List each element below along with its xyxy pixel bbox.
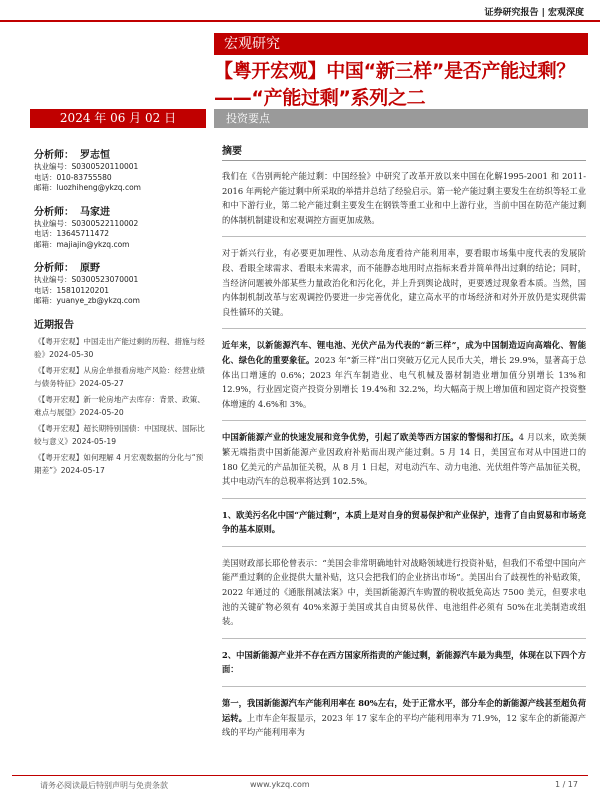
report-title: 【粤开宏观】中国“新三样”是否产能过剩？——“产能过剩”系列之二 — [214, 60, 575, 109]
recent-report-link[interactable]: 《【粤开宏观】从房企单报看房地产风险：经营业绩与债务特征》2024-05-27 — [34, 365, 205, 388]
analyst-card — [34, 146, 208, 194]
analyst-name: 马家进 — [80, 206, 110, 218]
analyst-email[interactable]: 邮箱：luozhiheng@ykzq.com — [34, 183, 141, 192]
paragraph-divider — [222, 546, 586, 547]
recent-reports-heading: 近期报告 — [34, 319, 74, 331]
key-point-bold: 第一，我国新能源汽车产能利用率在 80%左右，处于正常水平，部分车企的新能源产线甚至超负荷运转。 — [222, 698, 586, 723]
report-series-header: 证券研究报告 | 宏观深度 — [484, 8, 584, 18]
abstract-paragraph — [222, 508, 586, 537]
paragraph-divider — [222, 236, 586, 237]
recent-report-link[interactable]: 《【粤开宏观】中国走出产能过剩的历程、措施与经验》2024-05-30 — [34, 336, 205, 359]
paragraph-divider — [222, 420, 586, 421]
analyst-role: 分析师： — [34, 150, 74, 161]
recent-report-link[interactable]: 《【粤开宏观】如何理解 4 月宏观数据的分化与“预期差”》2024-05-17 — [34, 452, 204, 475]
analyst-email[interactable]: 邮箱：majiajin@ykzq.com — [34, 239, 130, 249]
abstract-paragraph: 对于新兴行业，有必要更加理性、从动态角度看待产能利用率，要看眼市场集中度代表的发展阶段、看眼全球需求、看眼未来需求，而不能静态地用时点指标来看并简单得出过剩的结论；同时，当经济问题被外部某些力量政治化和污化化，并上升到舆论战时，更要透过现象看本质。当然，国内体制机制改革与宏观调控仍要进一步完善优化，建立高水平的市场经济和对外开放仍是实现供需良性循环的关键。 — [222, 248, 586, 317]
recent-report-link[interactable]: 《【粤开宏观】新一轮房地产去库存：背景、政策、难点与展望》2024-05-20 — [34, 394, 205, 417]
recent-report-link[interactable]: 《【粤开宏观】超长期特别国债：中国现状、国际比较与意义》2024-05-19 — [34, 423, 205, 446]
paragraph-divider — [222, 328, 586, 329]
key-point-bold: 2、中国新能源产业并不存在西方国家所指责的产能过剩，新能源汽车最为典型，体现在以下四个方面： — [222, 649, 586, 675]
abstract-paragraph — [222, 648, 586, 677]
analyst-name: 原野 — [80, 263, 100, 274]
analyst-sidebar — [34, 146, 208, 480]
website-link[interactable]: www.ykzq.com — [250, 780, 310, 789]
abstract-body — [222, 142, 586, 749]
analyst-phone: 电话：13645711472 — [34, 229, 109, 238]
report-date: 2024 年 06 月 02 日 — [30, 109, 206, 128]
analyst-email[interactable]: 邮箱：yuanye_zb@ykzq.com — [34, 296, 140, 305]
analyst-role: 分析师： — [34, 263, 74, 274]
paragraph-divider — [222, 686, 586, 687]
abstract-heading: 摘要 — [222, 142, 586, 161]
analyst-name: 罗志恒 — [80, 150, 110, 161]
analyst-license: 执业编号：S0300523070001 — [34, 275, 139, 284]
paragraph-divider — [222, 498, 586, 499]
analyst-license: 执业编号：S0300520110001 — [34, 162, 139, 171]
abstract-paragraph: 美国财政部长耶伦曾表示：“美国会非常明确地针对战略领域进行投资补贴，但我们不希望中国向产能严重过剩的企业提供大量补贴，这只会把我们的企业挤出市场”。美国出台了歧视性的补贴政策，2022 年通过的《通胀削减法案》中，美国新能源汽车购置的税收抵免高达 7500 美元，但要求电池的关键矿物必须有 40%来源于美国或其自由贸易伙伴、电池组件必须有 50%在北美制造或组装。 — [222, 557, 586, 627]
category-banner: 宏观研究 — [214, 33, 588, 55]
analyst-phone: 电话：010-83755580 — [34, 172, 112, 182]
section-label-bar: 投资要点 — [214, 109, 588, 128]
abstract-paragraph — [222, 696, 586, 740]
analyst-card — [34, 259, 208, 307]
analyst-card — [34, 203, 208, 251]
footer-divider — [12, 775, 588, 776]
analyst-role: 分析师： — [34, 206, 74, 218]
key-point-bold: 近年来，以新能源汽车、锂电池、光伏产品为代表的“新三样”，成为中国制造迈向高端化、智能化、绿色化的重要象征。 — [222, 340, 586, 365]
supporting-text: 2023 年“新三样”出口突破万亿元人民币大关，增长 29.9%，显著高于总体出口增速的 0.6%；2023 年汽车制造业、电气机械及器材制造业增加值分别增长 13%和 12.9%，行业固定资产投资分别增长 19.4%和 32.2%，均大幅高于规上增加值和固定资产投资整体增速的 4.6%和 3%。 — [222, 354, 586, 409]
page-number: 1 / 17 — [554, 780, 578, 789]
abstract-paragraph — [222, 338, 586, 411]
key-point-bold: 1、欧美污名化中国“产能过剩”，本质上是对自身的贸易保护和产业保护，违背了自由贸易和市场竞争的基本原则。 — [222, 509, 586, 535]
analyst-phone: 电话：15810120201 — [34, 285, 109, 295]
abstract-paragraph — [222, 430, 586, 488]
key-point-bold: 中国新能源产业的快速发展和竞争优势，引起了欧美等西方国家的警惕和打压。 — [222, 432, 519, 443]
analyst-license: 执业编号：S0300522110002 — [34, 218, 139, 228]
paragraph-divider — [222, 638, 586, 639]
supporting-text: 上市车企年报显示，2023 年 17 家车企的平均产能利用率为 71.9%，12 家车企的新能源产线的平均产能利用率为 — [222, 712, 586, 738]
header-divider — [0, 20, 600, 22]
disclaimer-notice: 请务必阅读最后特别声明与免责条款 — [40, 781, 168, 790]
supporting-text: 4 月以来，欧美频繁无端指责中国新能源产业因政府补贴而出现产能过剩。5 月 14 日，美国宣布对从中国进口的 180 亿美元的产品加征关税，从 8 月 1 日起，对电动汽车、动力电池、光伏组件等产品加征关税，其中电动汽车的总税率将达到 102.5%。 — [222, 432, 586, 487]
abstract-paragraph: 我们在《告别两轮产能过剩：中国经验》中研究了改革开放以来中国在化解1995-2001 和 2011-2016 年两轮产能过剩中所采取的举措并总结了经验启示。第一轮产能过剩主要发生在纺织等轻工业和中下游行业，第二轮产能过剩主要发生在钢铁等重工业和中上游行业，当前中国在防范产能过剩的体制机制建设和宏观调控方面更加成熟。 — [222, 171, 586, 225]
